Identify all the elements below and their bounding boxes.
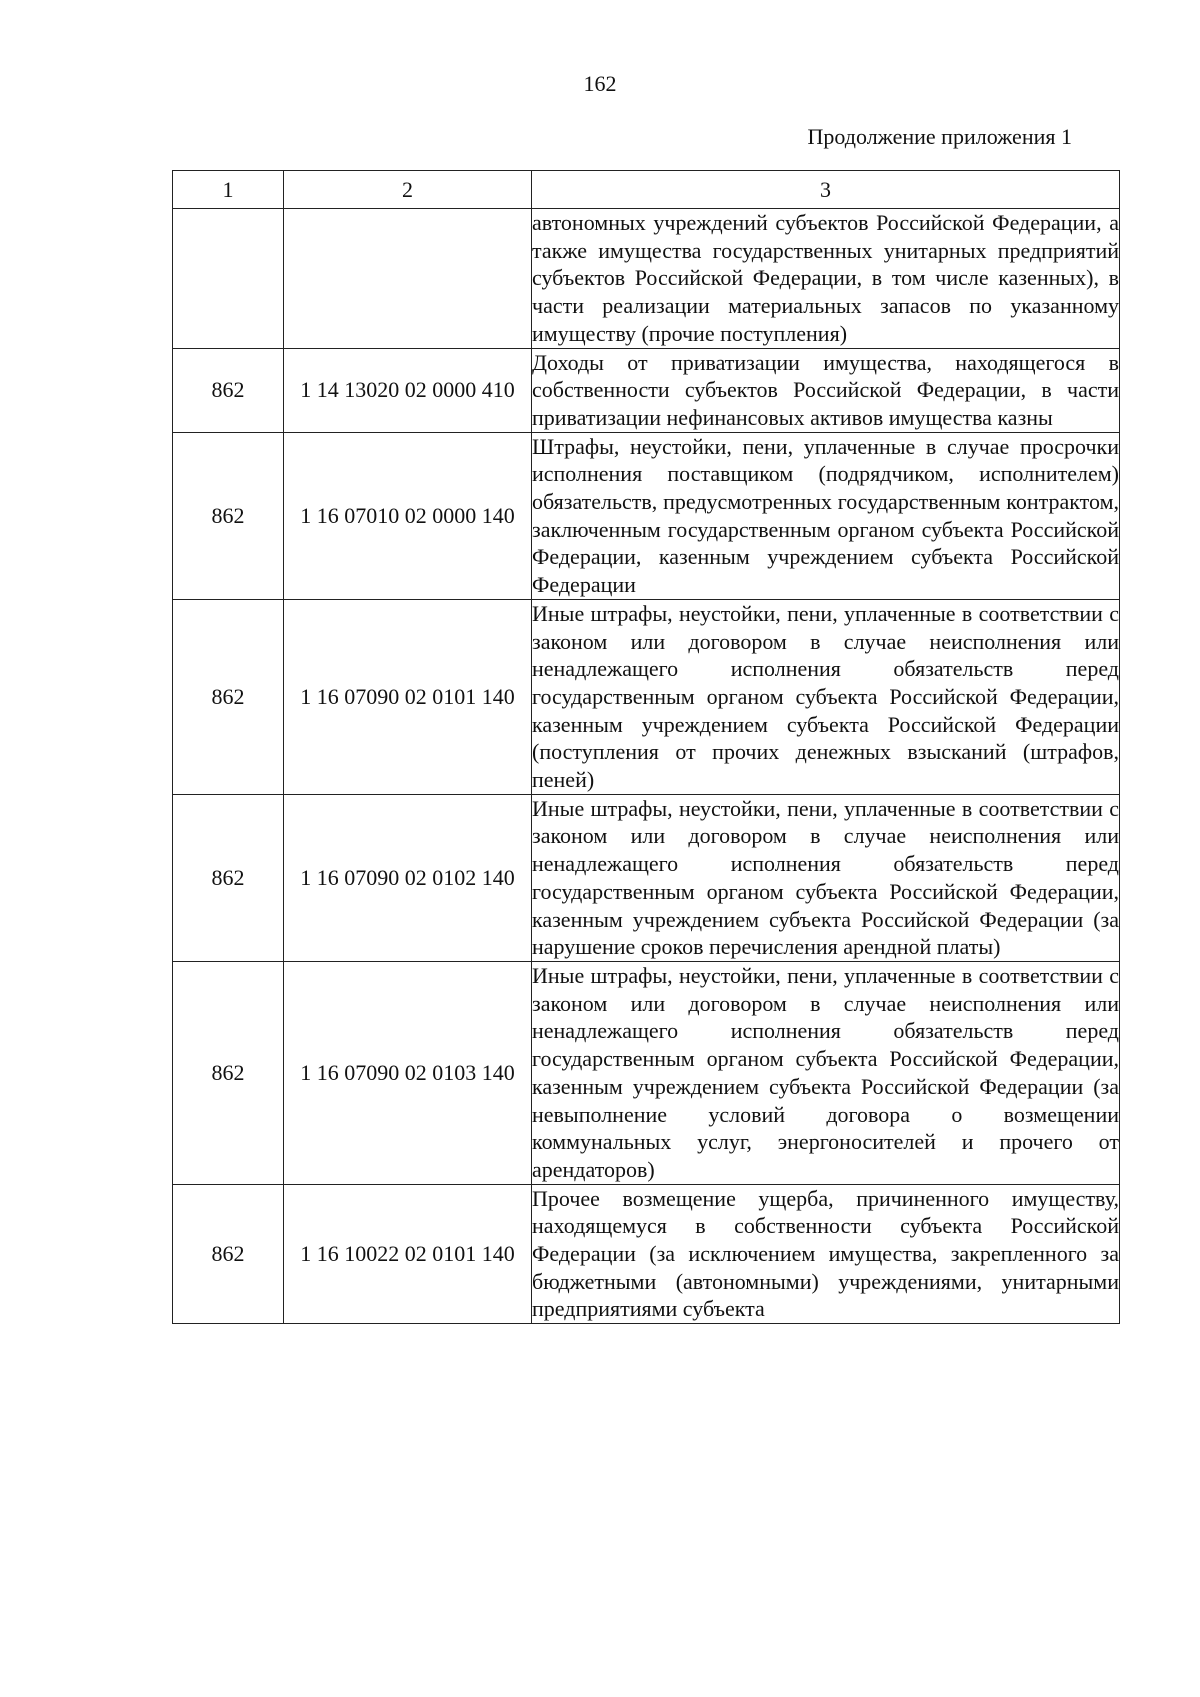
admin-code-cell: 862 <box>173 794 284 961</box>
admin-code-cell: 862 <box>173 432 284 599</box>
kbk-cell: 1 16 10022 02 0101 140 <box>284 1184 532 1324</box>
description-cell: Иные штрафы, неустойки, пени, уплаченные в соответствии с законом или договором в случае неисполнения или ненадлежащего исполнения обязательств перед государственным органом субъекта Российской Федерации, казенным учреждением субъекта Российской Федерации (за невыполнение условий договора о возмещении коммунальных услуг, энергоносителей и прочего от арендаторов) <box>532 961 1120 1184</box>
page-number: 162 <box>583 71 617 96</box>
table-row <box>173 961 1120 1184</box>
description-cell: Иные штрафы, неустойки, пени, уплаченные в соответствии с законом или договором в случае неисполнения или ненадлежащего исполнения обязательств перед государственным органом субъекта Российской Федерации, казенным учреждением субъекта Российской Федерации (поступления от прочих денежных взысканий (штрафов, пеней) <box>532 599 1120 794</box>
description-cell: Штрафы, неустойки, пени, уплаченные в случае просрочки исполнения поставщиком (подрядчиком, исполнителем) обязательств, предусмотренных государственным контрактом, заключенным государственным органом субъекта Российской Федерации, казенным учреждением субъекта Российской Федерации <box>532 432 1120 599</box>
admin-code-cell: 862 <box>173 599 284 794</box>
table-row <box>173 348 1120 432</box>
kbk-cell: 1 16 07090 02 0103 140 <box>284 961 532 1184</box>
admin-code-cell: 862 <box>173 961 284 1184</box>
table-row <box>173 1184 1120 1324</box>
admin-code-cell <box>173 209 284 349</box>
continuation-label: Продолжение приложения 1 <box>807 124 1072 149</box>
table-row <box>173 209 1120 349</box>
kbk-cell: 1 16 07090 02 0102 140 <box>284 794 532 961</box>
table-row <box>173 432 1120 599</box>
column-header-1: 1 <box>173 171 284 209</box>
description-cell: автономных учреждений субъектов Российской Федерации, а также имущества государственных унитарных предприятий субъектов Российской Федерации, в том числе казенных), в части реализации материальных запасов по указанному имуществу (прочие поступления) <box>532 209 1120 349</box>
description-cell: Доходы от приватизации имущества, находящегося в собственности субъектов Российской Федерации, в части приватизации нефинансовых активов имущества казны <box>532 348 1120 432</box>
admin-code-cell: 862 <box>173 348 284 432</box>
table-row <box>173 599 1120 794</box>
kbk-cell <box>284 209 532 349</box>
kbk-cell: 1 14 13020 02 0000 410 <box>284 348 532 432</box>
table-row <box>173 794 1120 961</box>
admin-code-cell: 862 <box>173 1184 284 1324</box>
table-header-row <box>173 171 1120 209</box>
description-cell: Прочее возмещение ущерба, причиненного имуществу, находящемуся в собственности субъекта Российской Федерации (за исключением имущества, закрепленного за бюджетными (автономными) учреждениями, унитарными предприятиями субъекта <box>532 1184 1120 1324</box>
description-cell: Иные штрафы, неустойки, пени, уплаченные в соответствии с законом или договором в случае неисполнения или ненадлежащего исполнения обязательств перед государственным органом субъекта Российской Федерации, казенным учреждением субъекта Российской Федерации (за нарушение сроков перечисления арендной платы) <box>532 794 1120 961</box>
column-header-3: 3 <box>532 171 1120 209</box>
kbk-cell: 1 16 07090 02 0101 140 <box>284 599 532 794</box>
column-header-2: 2 <box>284 171 532 209</box>
revenue-codes-table <box>172 170 1120 1324</box>
kbk-cell: 1 16 07010 02 0000 140 <box>284 432 532 599</box>
